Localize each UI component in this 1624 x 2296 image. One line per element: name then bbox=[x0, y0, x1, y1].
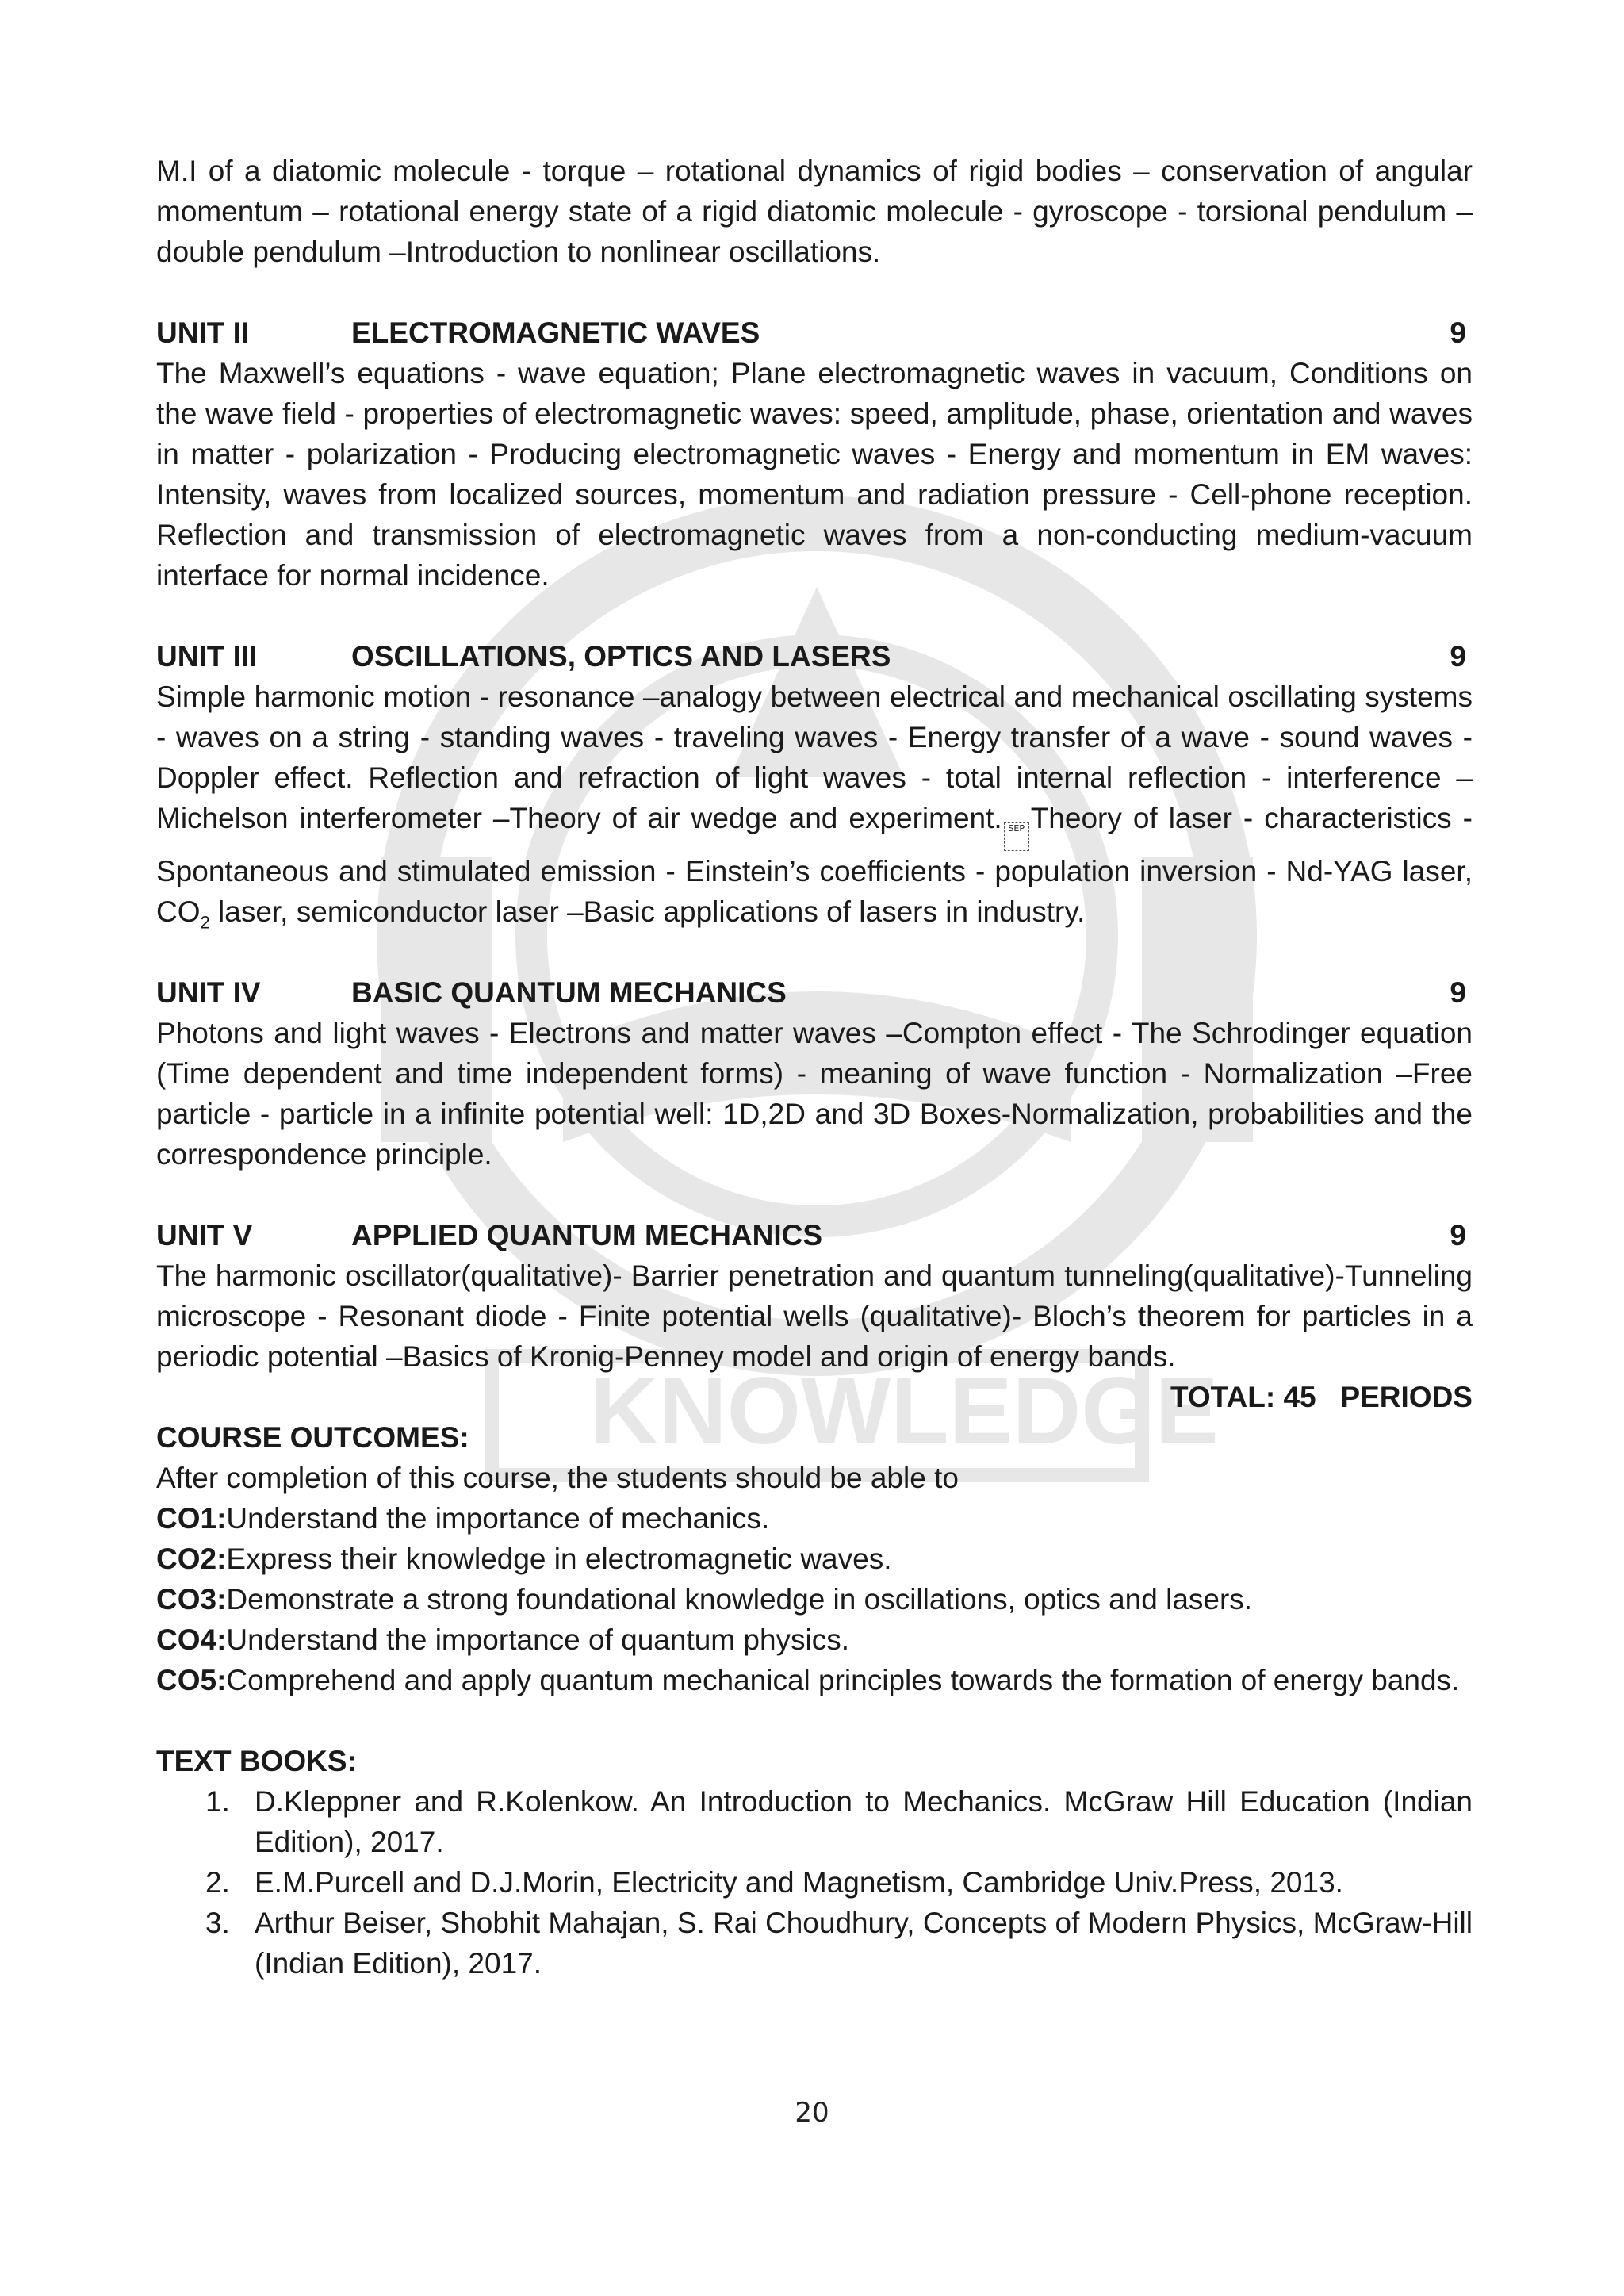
intro-paragraph: M.I of a diatomic molecule - torque – rotational dynamics of rigid bodies – conservation of angular momentum – rotational energy state of a rigid diatomic molecule - gyroscope - torsional pendulum – double pendulum –Introduction to nonlinear oscillations. bbox=[156, 155, 1473, 268]
page-number: 20 bbox=[795, 2097, 829, 2129]
unit-title: ELECTROMAGNETIC WAVES bbox=[351, 316, 760, 349]
unit-title: APPLIED QUANTUM MECHANICS bbox=[351, 1219, 823, 1251]
separator-glyph: SEP bbox=[1004, 822, 1029, 851]
unit-number: UNIT IV bbox=[156, 976, 261, 1009]
unit-title: OSCILLATIONS, OPTICS AND LASERS bbox=[351, 640, 891, 673]
unit-number: UNIT II bbox=[156, 316, 250, 349]
text-books-heading: TEXT BOOKS: bbox=[156, 1745, 357, 1777]
unit-description: The Maxwell’s equations - wave equation; Plane electromagnetic waves in vacuum, Conditions on the wave field - properties of electromagnetic waves: speed, amplitude, phase, orientation and waves in matter - polarization - Producing electromagnetic waves - Energy and momentum in EM waves: Intensity, waves from localized sources, momentum and radiation pressure - Cell-phone reception. Reflection and transmission of electromagnetic waves from a non-conducting medium-vacuum interface for normal incidence. bbox=[156, 357, 1473, 592]
outcome-text: Demonstrate a strong foundational knowledge in oscillations, optics and lasers. bbox=[226, 1583, 1253, 1616]
text-book-item bbox=[156, 1781, 1473, 1862]
unit-description bbox=[156, 677, 1473, 932]
unit-description: Photons and light waves - Electrons and matter waves –Compton effect - The Schrodinger equation (Time dependent and time independent forms) - meaning of wave function - Normalization –Free particle - particle in a infinite potential well: 1D,2D and 3D Boxes-Normalization, probabilities and the correspondence principle. bbox=[156, 1017, 1473, 1171]
book-number: 1. bbox=[205, 1785, 230, 1818]
unit-hours: 9 bbox=[1450, 316, 1466, 349]
unit-text-part: Simple harmonic motion - resonance –analogy between electrical and mechanical oscillating systems - waves on a string - standing waves - traveling waves - Energy transfer of a wave - sound waves - Doppler effect. Reflection and refraction of light waves - total internal reflection - interference –Michelson interferometer –Theory of air wedge and experiment. bbox=[156, 680, 1473, 834]
outcome-text: Understand the importance of mechanics. bbox=[226, 1502, 770, 1535]
book-number: 2. bbox=[205, 1866, 230, 1899]
book-citation: D.Kleppner and R.Kolenkow. An Introduction to Mechanics. McGraw Hill Education (Indian Edition), 2017. bbox=[255, 1785, 1473, 1858]
text-books-list bbox=[156, 1781, 1473, 1984]
outcome-code: CO1: bbox=[156, 1502, 227, 1535]
unit-hours: 9 bbox=[1450, 976, 1466, 1009]
text-book-item bbox=[156, 1903, 1473, 1984]
course-outcomes-heading: COURSE OUTCOMES: bbox=[156, 1421, 469, 1454]
unit-4 bbox=[156, 972, 1473, 1175]
course-outcome bbox=[156, 1660, 1473, 1700]
co2-subscript: 2 bbox=[200, 912, 210, 933]
course-outcome bbox=[156, 1498, 1473, 1539]
unit-description: The harmonic oscillator(qualitative)- Barrier penetration and quantum tunneling(qualitative)-Tunneling microscope - Resonant diode - Finite potential wells (qualitative)- Bloch’s theorem for particles in a periodic potential –Basics of Kronig-Penney model and origin of energy bands. bbox=[156, 1259, 1473, 1373]
course-outcome bbox=[156, 1619, 1473, 1660]
unit-header bbox=[156, 972, 1473, 1013]
book-citation: Arthur Beiser, Shobhit Mahajan, S. Rai Choudhury, Concepts of Modern Physics, McGraw-Hill (Indian Edition), 2017. bbox=[255, 1907, 1473, 1980]
text-book-item bbox=[156, 1862, 1473, 1903]
outcome-text: Understand the importance of quantum physics. bbox=[226, 1623, 850, 1656]
unit-5 bbox=[156, 1215, 1473, 1377]
outcome-code: CO3: bbox=[156, 1583, 227, 1616]
outcome-text: Comprehend and apply quantum mechanical principles towards the formation of energy bands. bbox=[226, 1664, 1460, 1696]
book-number: 3. bbox=[205, 1907, 230, 1939]
unit-text-part: laser, semiconductor laser –Basic applications of lasers in industry. bbox=[209, 895, 1086, 928]
outcome-code: CO5: bbox=[156, 1664, 227, 1696]
syllabus-page bbox=[156, 151, 1473, 1984]
unit-number: UNIT V bbox=[156, 1219, 253, 1251]
unit-header bbox=[156, 312, 1473, 353]
watermark-text: KNOWLEDGE bbox=[589, 1358, 1219, 1464]
outcome-code: CO2: bbox=[156, 1543, 227, 1575]
unit-hours: 9 bbox=[1450, 640, 1466, 673]
outcome-code: CO4: bbox=[156, 1623, 227, 1656]
unit-number: UNIT III bbox=[156, 640, 258, 673]
course-outcome bbox=[156, 1579, 1473, 1619]
unit-3 bbox=[156, 636, 1473, 932]
unit-title: BASIC QUANTUM MECHANICS bbox=[351, 976, 787, 1009]
total-periods: TOTAL: 45 PERIODS bbox=[1170, 1381, 1473, 1413]
unit-hours: 9 bbox=[1450, 1219, 1466, 1251]
outcome-text: Express their knowledge in electromagnetic waves. bbox=[226, 1543, 892, 1575]
unit-header bbox=[156, 636, 1473, 677]
course-outcome bbox=[156, 1539, 1473, 1579]
outcomes-intro: After completion of this course, the students should be able to bbox=[156, 1462, 959, 1494]
book-citation: E.M.Purcell and D.J.Morin, Electricity and Magnetism, Cambridge Univ.Press, 2013. bbox=[255, 1866, 1343, 1899]
unit-text-part: Theory of laser - characteristics - Spontaneous and stimulated emission - Einstein’s coefficients - population inversion - Nd-YAG laser, CO bbox=[156, 802, 1473, 928]
unit-header bbox=[156, 1215, 1473, 1255]
unit-2 bbox=[156, 312, 1473, 596]
